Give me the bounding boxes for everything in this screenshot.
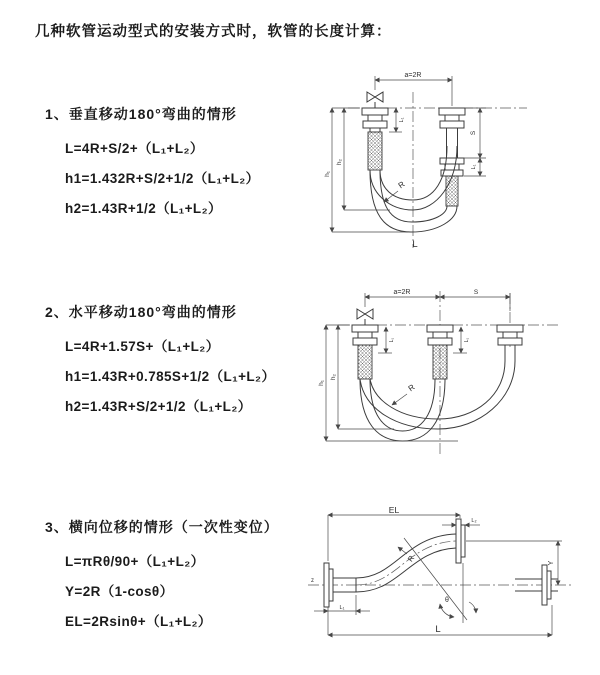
dimension-l1-mid — [453, 327, 470, 353]
section-2-heading: 2、水平移动180°弯曲的情形 — [45, 304, 237, 320]
braided-hose-section — [358, 345, 372, 379]
hose-s-curve — [356, 534, 456, 592]
section-3-formula-L: L=πRθ/90+（L₁+L₂） — [65, 554, 205, 569]
dim-label-el: EL — [388, 505, 400, 515]
z-mark: z — [311, 578, 314, 584]
dim-label-l1: L₁ — [339, 605, 345, 611]
dim-label-h1: h₁ — [318, 380, 325, 386]
page-title: 几种软管运动型式的安装方式时，软管的长度计算： — [35, 24, 392, 40]
dim-label-l1-left: L₁ — [399, 117, 405, 123]
dimension-l1-left — [378, 327, 395, 353]
valve-icon — [367, 92, 383, 108]
section-3-formula-Y: Y=2R（1-cosθ） — [65, 584, 174, 599]
dimension-l1 — [314, 595, 370, 615]
dim-label-y: Y — [548, 560, 555, 566]
dim-label-l: L — [412, 239, 418, 250]
braided-hose-section — [433, 345, 447, 379]
right-fitting-lower — [440, 158, 464, 206]
diagram-horizontal-movement-180-bend — [310, 283, 590, 468]
left-fitting — [362, 108, 388, 170]
dim-label-h2: h₂ — [336, 158, 343, 166]
dim-label-r: R — [406, 382, 417, 394]
section-2-formula-h2: h2=1.43R+S/2+1/2（L₁+L₂） — [65, 399, 252, 414]
dim-label-l1-mid: L₁ — [464, 337, 470, 343]
dim-label-l2: L₂ — [471, 518, 477, 524]
section-1-formula-h2: h2=1.43R+1/2（L₁+L₂） — [65, 201, 222, 216]
dim-label-s: S — [473, 289, 479, 296]
dimension-s — [464, 108, 486, 158]
diagram-vertical-movement-180-bend — [312, 66, 582, 256]
dim-label-r: R — [405, 553, 417, 564]
section-2-formula-h1: h1=1.43R+0.785S+1/2（L₁+L₂） — [65, 369, 276, 384]
upper-flange — [456, 519, 465, 563]
dimension-a2r — [365, 289, 510, 311]
dimension-l — [328, 605, 552, 635]
dim-label-l: L — [435, 624, 441, 635]
middle-fitting — [427, 325, 453, 379]
left-fitting — [352, 325, 378, 379]
section-1-formula-h1: h1=1.432R+S/2+1/2（L₁+L₂） — [65, 171, 260, 186]
dim-label-s: S — [470, 130, 477, 136]
dimension-l1-right — [464, 158, 486, 176]
valve-icon — [357, 309, 373, 325]
right-fitting — [497, 325, 523, 361]
section-1-formula-L: L=4R+S/2+（L₁+L₂） — [65, 141, 204, 156]
dim-label-h1: h₁ — [324, 171, 331, 177]
braided-hose-section — [368, 132, 382, 170]
diagram-lateral-displacement — [300, 505, 590, 645]
dim-label-h2: h₂ — [330, 373, 337, 381]
dimension-s — [440, 289, 510, 297]
dim-label-a2r: a=2R — [393, 289, 411, 296]
section-2-formula-L: L=4R+1.57S+（L₁+L₂） — [65, 339, 220, 354]
braided-hose-section — [446, 176, 458, 206]
dimension-a2r — [375, 72, 452, 106]
dimension-l1-left — [389, 108, 405, 132]
dimension-el — [328, 505, 460, 564]
dim-label-r: R — [396, 179, 407, 191]
section-1-heading: 1、垂直移动180°弯曲的情形 — [45, 106, 237, 122]
section-3-formula-EL: EL=2Rsinθ+（L₁+L₂） — [65, 614, 212, 629]
section-3-heading: 3、横向位移的情形（一次性变位） — [45, 519, 279, 535]
right-fitting-upper — [439, 108, 465, 158]
dim-label-l1-left: L₁ — [389, 337, 395, 343]
dim-label-a2r: a=2R — [404, 72, 422, 79]
dim-label-l1-right: L₁ — [471, 164, 477, 170]
dim-label-theta: θ — [445, 597, 449, 604]
radius-callout — [392, 382, 417, 405]
